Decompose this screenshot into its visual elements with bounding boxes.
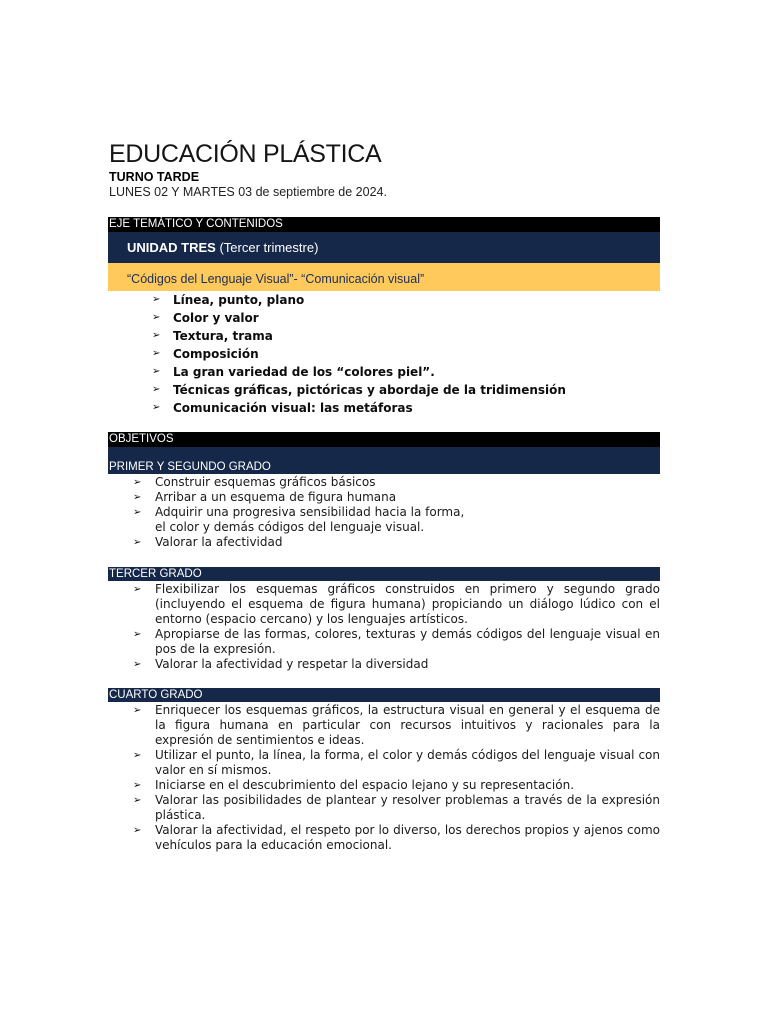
list-item-text: Comunicación visual: las metáforas xyxy=(173,401,413,415)
unit-title: UNIDAD TRES xyxy=(127,240,216,255)
list-item xyxy=(133,475,660,490)
arrow-bullet-icon: ➢ xyxy=(133,507,142,518)
list-item-text: Utilizar el punto, la línea, la forma, el color y demás códigos del lenguaje visual con valor en sí mismos. xyxy=(155,748,660,777)
arrow-bullet-icon: ➢ xyxy=(152,402,161,413)
list-item-text: Valorar la afectividad, el respeto por lo diverso, los derechos propios y ajenos como vehículos para la educación emocional. xyxy=(155,823,660,852)
list-item xyxy=(133,823,660,853)
arrow-bullet-icon: ➢ xyxy=(152,312,161,323)
list-item-text: Construir esquemas gráficos básicos xyxy=(155,475,376,489)
unit-banner xyxy=(108,232,660,263)
objectives-list-tercer xyxy=(133,582,660,672)
page-title: EDUCACIÓN PLÁSTICA xyxy=(109,140,382,168)
date-line: LUNES 02 Y MARTES 03 de septiembre de 2024. xyxy=(109,185,387,199)
grade-heading-primer-segundo: PRIMER Y SEGUNDO GRADO xyxy=(108,447,660,474)
list-item xyxy=(133,703,660,748)
shift-label: TURNO TARDE xyxy=(109,170,200,184)
arrow-bullet-icon: ➢ xyxy=(133,750,142,761)
topic-banner: “Códigos del Lenguaje Visual”- “Comunicación visual” xyxy=(108,263,660,291)
arrow-bullet-icon: ➢ xyxy=(152,384,161,395)
list-item xyxy=(152,345,572,363)
list-item xyxy=(133,748,660,778)
list-item xyxy=(133,793,660,823)
list-item-text: Arribar a un esquema de figura humana xyxy=(155,490,397,504)
section-heading-eje: EJE TEMÁTICO Y CONTENIDOS xyxy=(108,217,660,232)
list-item xyxy=(152,363,572,381)
list-item xyxy=(133,535,660,550)
list-item-text: Valorar las posibilidades de plantear y resolver problemas a través de la expresión plástica. xyxy=(155,793,660,822)
section-heading-objetivos: OBJETIVOS xyxy=(108,432,660,447)
list-item xyxy=(152,399,572,417)
arrow-bullet-icon: ➢ xyxy=(152,366,161,377)
list-item-text: Adquirir una progresiva sensibilidad hacia la forma, el color y demás códigos del lenguaje visual. xyxy=(155,505,465,534)
arrow-bullet-icon: ➢ xyxy=(133,492,142,503)
unit-subtitle: (Tercer trimestre) xyxy=(215,240,319,255)
list-item xyxy=(152,327,572,345)
arrow-bullet-icon: ➢ xyxy=(133,705,142,716)
list-item-text: Enriquecer los esquemas gráficos, la estructura visual en general y el esquema de la figura humana en particular con recursos intuitivos y racionales para la expresión de sentimientos e ideas. xyxy=(155,703,660,747)
objectives-list-primer-segundo xyxy=(133,475,660,550)
list-item-text: Línea, punto, plano xyxy=(173,293,305,307)
list-item-text: Composición xyxy=(173,347,259,361)
list-item xyxy=(133,778,660,793)
content-list xyxy=(152,291,572,417)
arrow-bullet-icon: ➢ xyxy=(133,795,142,806)
arrow-bullet-icon: ➢ xyxy=(152,348,161,359)
list-item-text: Flexibilizar los esquemas gráficos construidos en primero y segundo grado (incluyendo el esquema de figura humana) propiciando un diálogo lúdico con el entorno (espacio cercano) y los lenguajes artísticos. xyxy=(155,582,660,626)
list-item xyxy=(133,505,660,535)
list-item-text: Valorar la afectividad xyxy=(155,535,283,549)
list-item xyxy=(152,309,572,327)
objectives-list-cuarto xyxy=(133,703,660,853)
list-item xyxy=(133,657,660,672)
list-item-text: Iniciarse en el descubrimiento del espacio lejano y su representación. xyxy=(155,778,575,792)
list-item xyxy=(133,490,660,505)
list-item-text: Técnicas gráficas, pictóricas y abordaje de la tridimensión xyxy=(173,383,566,397)
arrow-bullet-icon: ➢ xyxy=(133,537,142,548)
arrow-bullet-icon: ➢ xyxy=(133,629,142,640)
arrow-bullet-icon: ➢ xyxy=(152,294,161,305)
list-item-text: Valorar la afectividad y respetar la diversidad xyxy=(155,657,429,671)
arrow-bullet-icon: ➢ xyxy=(133,825,142,836)
arrow-bullet-icon: ➢ xyxy=(133,780,142,791)
list-item-text: Color y valor xyxy=(173,311,259,325)
grade-heading-tercer: TERCER GRADO xyxy=(108,567,660,581)
list-item-text: La gran variedad de los “colores piel”. xyxy=(173,365,435,379)
list-item xyxy=(152,291,572,309)
arrow-bullet-icon: ➢ xyxy=(152,330,161,341)
list-item xyxy=(133,627,660,657)
arrow-bullet-icon: ➢ xyxy=(133,659,142,670)
list-item xyxy=(152,381,572,399)
list-item xyxy=(133,582,660,627)
arrow-bullet-icon: ➢ xyxy=(133,584,142,595)
list-item-text: Apropiarse de las formas, colores, texturas y demás códigos del lenguaje visual en pos de la expresión. xyxy=(155,627,660,656)
arrow-bullet-icon: ➢ xyxy=(133,477,142,488)
list-item-text: Textura, trama xyxy=(173,329,273,343)
grade-heading-cuarto: CUARTO GRADO xyxy=(108,688,660,702)
